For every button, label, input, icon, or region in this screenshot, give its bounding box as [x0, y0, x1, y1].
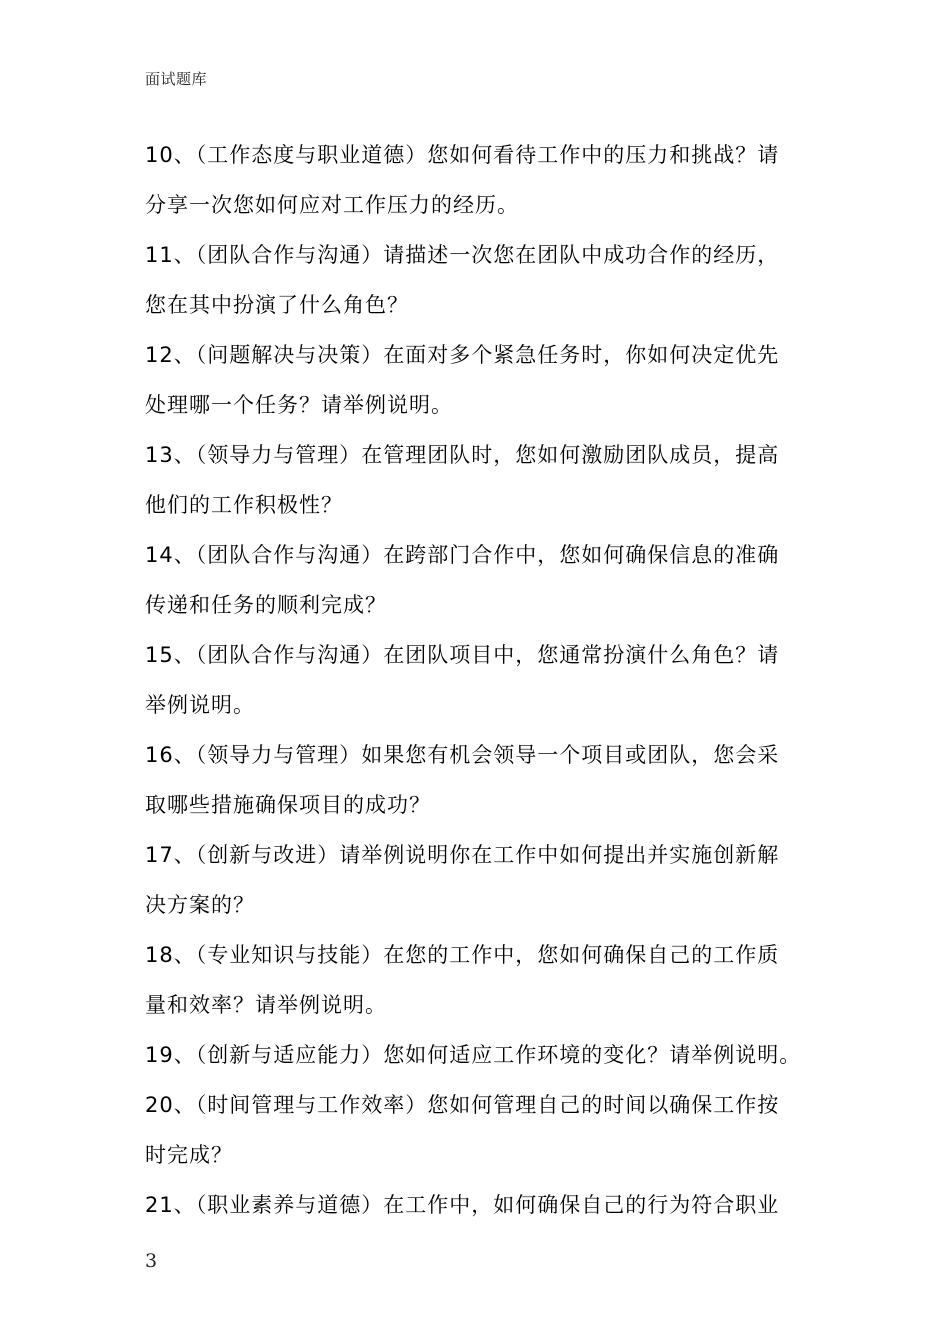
text-line: 12、（问题解决与决策）在面对多个紧急任务时，你如何决定优先	[145, 343, 780, 367]
text-line: 21、（职业素养与道德）在工作中，如何确保自己的行为符合职业	[145, 1193, 780, 1217]
text-line: 决方案的？	[145, 893, 255, 917]
text-line: 15、（团队合作与沟通）在团队项目中，您通常扮演什么角色？请	[145, 643, 780, 667]
text-line: 分享一次您如何应对工作压力的经历。	[145, 193, 519, 217]
text-line: 处理哪一个任务？请举例说明。	[145, 393, 453, 417]
text-line: 19、（创新与适应能力）您如何适应工作环境的变化？请举例说明。	[145, 1043, 802, 1067]
text-line: 10、（工作态度与职业道德）您如何看待工作中的压力和挑战？请	[145, 143, 780, 167]
text-line: 17、（创新与改进）请举例说明你在工作中如何提出并实施创新解	[145, 843, 780, 867]
running-header: 面试题库	[145, 70, 208, 88]
text-line: 传递和任务的顺利完成？	[145, 593, 387, 617]
text-line: 举例说明。	[145, 693, 255, 717]
text-line: 您在其中扮演了什么角色？	[145, 293, 409, 317]
text-line: 20、（时间管理与工作效率）您如何管理自己的时间以确保工作按	[145, 1093, 780, 1117]
text-line: 时完成？	[145, 1143, 233, 1167]
text-line: 11、（团队合作与沟通）请描述一次您在团队中成功合作的经历，	[145, 243, 780, 267]
text-line: 他们的工作积极性？	[145, 493, 343, 517]
text-line: 取哪些措施确保项目的成功？	[145, 793, 431, 817]
text-line: 量和效率？请举例说明。	[145, 993, 387, 1017]
page-number: 3	[145, 1250, 158, 1272]
text-line: 13、（领导力与管理）在管理团队时，您如何激励团队成员，提高	[145, 443, 780, 467]
text-line: 16、（领导力与管理）如果您有机会领导一个项目或团队，您会采	[145, 743, 780, 767]
question-list	[145, 130, 810, 1230]
text-line: 18、（专业知识与技能）在您的工作中，您如何确保自己的工作质	[145, 943, 780, 967]
text-line: 14、（团队合作与沟通）在跨部门合作中，您如何确保信息的准确	[145, 543, 780, 567]
